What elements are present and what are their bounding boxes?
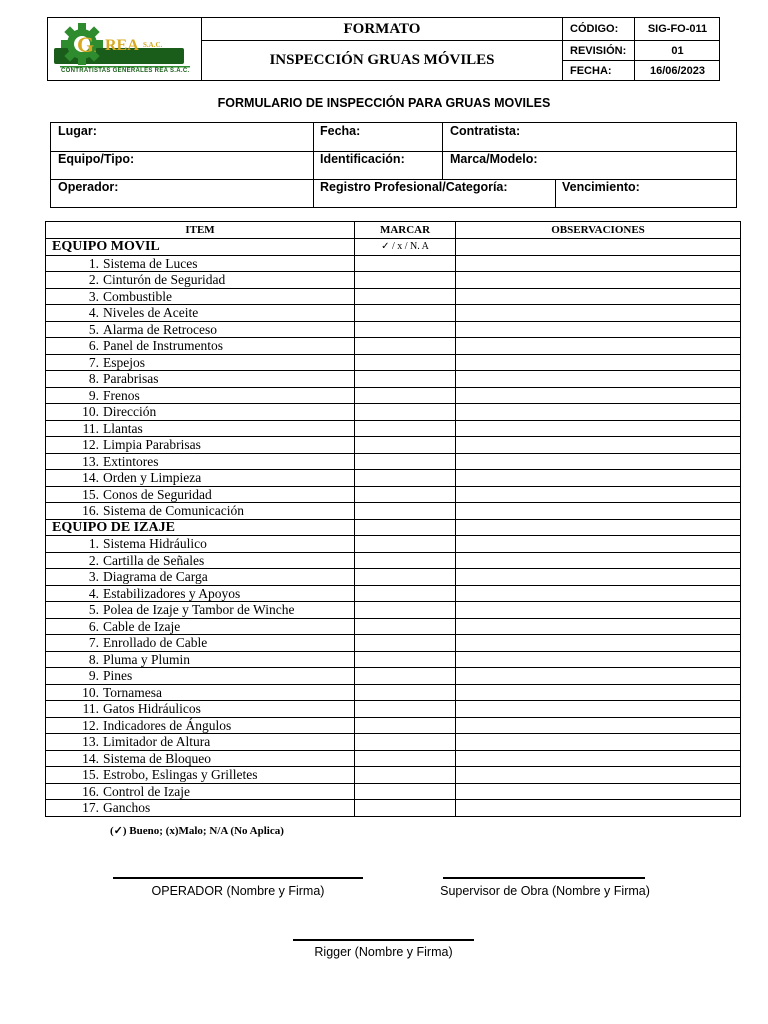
form-title: FORMULARIO DE INSPECCIÓN PARA GRUAS MOVILES bbox=[217, 96, 551, 110]
table-row bbox=[46, 272, 741, 289]
item-number: 15. bbox=[82, 486, 99, 502]
observation-cell[interactable] bbox=[456, 750, 741, 767]
observation-cell[interactable] bbox=[456, 734, 741, 751]
item-label: Diagrama de Carga bbox=[103, 569, 208, 585]
table-row bbox=[46, 552, 741, 569]
observation-cell[interactable] bbox=[456, 338, 741, 355]
table-row bbox=[46, 321, 741, 338]
observation-cell[interactable] bbox=[456, 668, 741, 685]
item-label: Estrobo, Eslingas y Grilletes bbox=[103, 767, 258, 783]
item-cell bbox=[46, 338, 355, 355]
mark-cell[interactable] bbox=[355, 635, 456, 652]
supervisor-signature-line[interactable] bbox=[443, 877, 645, 879]
item-number: 9. bbox=[88, 668, 99, 684]
table-row bbox=[46, 750, 741, 767]
item-number: 4. bbox=[88, 585, 99, 601]
observation-cell[interactable] bbox=[456, 503, 741, 520]
observation-cell[interactable] bbox=[456, 783, 741, 800]
mark-cell[interactable] bbox=[355, 618, 456, 635]
mark-legend: (✓) Bueno; (x)Malo; N/A (No Aplica) bbox=[110, 825, 284, 837]
observation-cell[interactable] bbox=[456, 305, 741, 322]
item-cell bbox=[46, 387, 355, 404]
item-cell bbox=[46, 404, 355, 421]
item-cell bbox=[46, 734, 355, 751]
observation-cell[interactable] bbox=[456, 486, 741, 503]
item-cell bbox=[46, 486, 355, 503]
item-number: 17. bbox=[82, 800, 99, 816]
fecha-label: FECHA: bbox=[570, 64, 612, 77]
fecha-field[interactable]: Fecha: bbox=[320, 124, 361, 138]
observation-cell[interactable] bbox=[456, 717, 741, 734]
operador-signature-label: OPERADOR (Nombre y Firma) bbox=[151, 884, 325, 898]
item-header: ITEM bbox=[46, 222, 355, 239]
document-header bbox=[47, 17, 720, 81]
mark-cell[interactable] bbox=[355, 371, 456, 388]
item-number: 14. bbox=[82, 750, 99, 766]
table-row bbox=[46, 783, 741, 800]
item-cell bbox=[46, 750, 355, 767]
item-number: 11. bbox=[82, 701, 99, 717]
item-cell bbox=[46, 288, 355, 305]
item-cell bbox=[46, 371, 355, 388]
table-row bbox=[46, 338, 741, 355]
item-label: Llantas bbox=[103, 420, 143, 436]
item-cell bbox=[46, 800, 355, 817]
table-row bbox=[46, 420, 741, 437]
item-cell bbox=[46, 668, 355, 685]
item-label: Cartilla de Señales bbox=[103, 552, 205, 568]
mark-cell[interactable] bbox=[355, 569, 456, 586]
observation-cell[interactable] bbox=[456, 354, 741, 371]
item-cell bbox=[46, 602, 355, 619]
table-row bbox=[46, 503, 741, 520]
item-number: 16. bbox=[82, 783, 99, 799]
mark-cell[interactable] bbox=[355, 585, 456, 602]
table-row bbox=[46, 734, 741, 751]
item-label: Espejos bbox=[103, 354, 145, 370]
table-row bbox=[46, 453, 741, 470]
observation-cell[interactable] bbox=[456, 618, 741, 635]
item-number: 1. bbox=[88, 536, 99, 552]
table-row bbox=[46, 717, 741, 734]
mark-legend-header: ✓ / x / N. A bbox=[381, 241, 429, 253]
table-row bbox=[46, 635, 741, 652]
item-cell bbox=[46, 536, 355, 553]
item-label: Panel de Instrumentos bbox=[103, 338, 223, 354]
observation-cell[interactable] bbox=[456, 585, 741, 602]
item-label: Alarma de Retroceso bbox=[103, 321, 217, 337]
supervisor-signature-label: Supervisor de Obra (Nombre y Firma) bbox=[440, 884, 650, 898]
item-label: Combustible bbox=[103, 288, 173, 304]
mark-cell[interactable] bbox=[355, 717, 456, 734]
svg-text:.: . bbox=[94, 44, 97, 54]
marca-field[interactable]: Marca/Modelo: bbox=[450, 152, 538, 166]
item-label: Sistema de Luces bbox=[103, 255, 198, 271]
mark-cell[interactable] bbox=[355, 536, 456, 553]
item-cell bbox=[46, 503, 355, 520]
doc-title: INSPECCIÓN GRUAS MÓVILES bbox=[269, 52, 495, 68]
mark-cell[interactable] bbox=[355, 239, 456, 256]
item-label: Frenos bbox=[103, 387, 140, 403]
observation-cell[interactable] bbox=[456, 767, 741, 784]
item-label: Tornamesa bbox=[103, 684, 163, 700]
observation-cell[interactable] bbox=[456, 255, 741, 272]
item-label: Indicadores de Ángulos bbox=[103, 717, 232, 733]
item-label: Cinturón de Seguridad bbox=[103, 272, 226, 288]
item-cell bbox=[46, 684, 355, 701]
table-body bbox=[46, 239, 741, 817]
lugar-field[interactable]: Lugar: bbox=[58, 124, 97, 138]
item-number: 5. bbox=[88, 321, 99, 337]
item-number: 7. bbox=[88, 354, 99, 370]
item-number: 1. bbox=[88, 255, 99, 271]
item-number: 11. bbox=[82, 420, 99, 436]
observation-cell[interactable] bbox=[456, 701, 741, 718]
item-number: 3. bbox=[88, 569, 99, 585]
observation-cell[interactable] bbox=[456, 321, 741, 338]
item-cell bbox=[46, 552, 355, 569]
table-row bbox=[46, 255, 741, 272]
table-row bbox=[46, 701, 741, 718]
item-label: Pines bbox=[103, 668, 133, 684]
company-suffix: S.A.C. bbox=[143, 41, 163, 49]
fecha-value: 16/06/2023 bbox=[649, 64, 706, 77]
item-label: Control de Izaje bbox=[103, 783, 190, 799]
item-cell bbox=[46, 470, 355, 487]
mark-cell[interactable] bbox=[355, 602, 456, 619]
company-name: REA bbox=[105, 37, 139, 54]
item-number: 2. bbox=[88, 272, 99, 288]
item-number: 13. bbox=[82, 734, 99, 750]
item-cell bbox=[46, 420, 355, 437]
info-box bbox=[50, 122, 737, 208]
item-number: 6. bbox=[88, 338, 99, 354]
item-number: 10. bbox=[82, 684, 99, 700]
table-row bbox=[46, 387, 741, 404]
rigger-signature-label: Rigger (Nombre y Firma) bbox=[314, 945, 453, 959]
mark-cell[interactable] bbox=[355, 305, 456, 322]
item-cell bbox=[46, 635, 355, 652]
operador-signature-line[interactable] bbox=[113, 877, 363, 879]
mark-cell[interactable] bbox=[355, 767, 456, 784]
item-cell bbox=[46, 569, 355, 586]
observation-cell[interactable] bbox=[456, 453, 741, 470]
item-cell bbox=[46, 585, 355, 602]
item-number: 15. bbox=[82, 767, 99, 783]
item-label: Extintores bbox=[103, 453, 159, 469]
item-label: Limitador de Altura bbox=[103, 734, 211, 750]
company-logo bbox=[48, 18, 202, 80]
item-label: Pluma y Plumin bbox=[103, 651, 191, 667]
equipo-field[interactable]: Equipo/Tipo: bbox=[58, 152, 135, 166]
mark-cell[interactable] bbox=[355, 519, 456, 536]
item-label: Gatos Hidráulicos bbox=[103, 701, 201, 717]
table-row bbox=[46, 800, 741, 817]
vencimiento-field[interactable]: Vencimiento: bbox=[562, 180, 640, 194]
mark-cell[interactable] bbox=[355, 453, 456, 470]
item-number: 2. bbox=[88, 552, 99, 568]
mark-cell[interactable] bbox=[355, 321, 456, 338]
item-cell bbox=[46, 272, 355, 289]
revision-label: REVISIÓN: bbox=[570, 44, 627, 57]
mark-cell[interactable] bbox=[355, 404, 456, 421]
codigo-value: SIG-FO-011 bbox=[647, 23, 708, 35]
table-row bbox=[46, 536, 741, 553]
observation-cell[interactable] bbox=[456, 288, 741, 305]
item-number: 6. bbox=[88, 618, 99, 634]
observation-cell[interactable] bbox=[456, 602, 741, 619]
item-cell bbox=[46, 651, 355, 668]
item-label: Conos de Seguridad bbox=[103, 486, 212, 502]
observation-cell[interactable] bbox=[456, 552, 741, 569]
table-row bbox=[46, 585, 741, 602]
codigo-label: CÓDIGO: bbox=[570, 23, 619, 35]
table-row bbox=[46, 684, 741, 701]
section-title: EQUIPO DE IZAJE bbox=[46, 519, 355, 536]
mark-cell[interactable] bbox=[355, 288, 456, 305]
section-row bbox=[46, 239, 741, 256]
item-label: Cable de Izaje bbox=[103, 618, 181, 634]
revision-value: 01 bbox=[671, 44, 684, 57]
item-label: Niveles de Aceite bbox=[103, 305, 199, 321]
item-label: Sistema Hidráulico bbox=[103, 536, 207, 552]
mark-cell[interactable] bbox=[355, 486, 456, 503]
observation-cell[interactable] bbox=[456, 387, 741, 404]
registro-field[interactable]: Registro Profesional/Categoría: bbox=[320, 180, 508, 194]
table-row bbox=[46, 404, 741, 421]
observation-cell[interactable] bbox=[456, 519, 741, 536]
item-cell bbox=[46, 437, 355, 454]
mark-cell[interactable] bbox=[355, 437, 456, 454]
item-cell bbox=[46, 618, 355, 635]
table-row bbox=[46, 602, 741, 619]
marcar-header: MARCAR bbox=[355, 222, 456, 239]
item-number: 5. bbox=[88, 602, 99, 618]
item-cell bbox=[46, 321, 355, 338]
mark-cell[interactable] bbox=[355, 552, 456, 569]
observation-cell[interactable] bbox=[456, 651, 741, 668]
item-number: 8. bbox=[88, 371, 99, 387]
item-label: Enrollado de Cable bbox=[103, 635, 208, 651]
item-cell bbox=[46, 305, 355, 322]
identificacion-field[interactable]: Identificación: bbox=[320, 152, 405, 166]
contratista-field[interactable]: Contratista: bbox=[450, 124, 521, 138]
inspection-table bbox=[45, 221, 741, 817]
item-cell bbox=[46, 701, 355, 718]
observation-cell[interactable] bbox=[456, 800, 741, 817]
observation-cell[interactable] bbox=[456, 272, 741, 289]
item-cell bbox=[46, 453, 355, 470]
mark-cell[interactable] bbox=[355, 651, 456, 668]
item-number: 9. bbox=[88, 387, 99, 403]
mark-cell[interactable] bbox=[355, 255, 456, 272]
section-row bbox=[46, 519, 741, 536]
table-header-row bbox=[46, 222, 741, 239]
table-row bbox=[46, 354, 741, 371]
table-row bbox=[46, 486, 741, 503]
item-number: 13. bbox=[82, 453, 99, 469]
mark-cell[interactable] bbox=[355, 354, 456, 371]
item-cell bbox=[46, 783, 355, 800]
table-row bbox=[46, 305, 741, 322]
mark-cell[interactable] bbox=[355, 783, 456, 800]
item-number: 12. bbox=[82, 717, 99, 733]
mark-cell[interactable] bbox=[355, 668, 456, 685]
item-label: Dirección bbox=[103, 404, 157, 420]
item-label: Sistema de Bloqueo bbox=[103, 750, 211, 766]
rigger-signature-line[interactable] bbox=[293, 939, 474, 941]
logo-caption: CONTRATISTAS GENERALES REA S.A.C. bbox=[61, 68, 190, 74]
item-number: 8. bbox=[88, 651, 99, 667]
mark-cell[interactable] bbox=[355, 800, 456, 817]
observation-cell[interactable] bbox=[456, 470, 741, 487]
mark-cell[interactable] bbox=[355, 387, 456, 404]
item-label: Polea de Izaje y Tambor de Winche bbox=[103, 602, 295, 618]
item-number: 3. bbox=[88, 288, 99, 304]
table-row bbox=[46, 618, 741, 635]
table-row bbox=[46, 371, 741, 388]
mark-cell[interactable] bbox=[355, 338, 456, 355]
observation-cell[interactable] bbox=[456, 635, 741, 652]
item-label: Orden y Limpieza bbox=[103, 470, 202, 486]
observation-cell[interactable] bbox=[456, 684, 741, 701]
item-cell bbox=[46, 255, 355, 272]
table-row bbox=[46, 437, 741, 454]
mark-cell[interactable] bbox=[355, 684, 456, 701]
mark-cell[interactable] bbox=[355, 470, 456, 487]
mark-cell[interactable] bbox=[355, 420, 456, 437]
item-cell bbox=[46, 767, 355, 784]
item-label: Sistema de Comunicación bbox=[103, 503, 244, 519]
observation-cell[interactable] bbox=[456, 569, 741, 586]
operador-field[interactable]: Operador: bbox=[58, 180, 119, 194]
item-label: Estabilizadores y Apoyos bbox=[103, 585, 241, 601]
mark-cell[interactable] bbox=[355, 734, 456, 751]
mark-cell[interactable] bbox=[355, 272, 456, 289]
item-number: 10. bbox=[82, 404, 99, 420]
table-row bbox=[46, 470, 741, 487]
observation-cell[interactable] bbox=[456, 437, 741, 454]
doc-type: FORMATO bbox=[343, 20, 421, 37]
item-label: Parabrisas bbox=[103, 371, 159, 387]
observation-cell[interactable] bbox=[456, 371, 741, 388]
item-number: 7. bbox=[88, 635, 99, 651]
section-title: EQUIPO MOVIL bbox=[46, 239, 355, 256]
table-row bbox=[46, 668, 741, 685]
table-row bbox=[46, 288, 741, 305]
table-row bbox=[46, 569, 741, 586]
observation-cell[interactable] bbox=[456, 536, 741, 553]
observation-cell[interactable] bbox=[456, 404, 741, 421]
svg-text:G: G bbox=[77, 32, 95, 57]
item-number: 14. bbox=[82, 470, 99, 486]
table-row bbox=[46, 651, 741, 668]
observaciones-header: OBSERVACIONES bbox=[456, 222, 741, 239]
table-row bbox=[46, 767, 741, 784]
item-label: Limpia Parabrisas bbox=[103, 437, 201, 453]
observation-cell[interactable] bbox=[456, 239, 741, 256]
mark-cell[interactable] bbox=[355, 701, 456, 718]
mark-cell[interactable] bbox=[355, 750, 456, 767]
item-number: 4. bbox=[88, 305, 99, 321]
item-number: 16. bbox=[82, 503, 99, 519]
mark-cell[interactable] bbox=[355, 503, 456, 520]
item-cell bbox=[46, 354, 355, 371]
item-label: Ganchos bbox=[103, 800, 151, 816]
item-cell bbox=[46, 717, 355, 734]
observation-cell[interactable] bbox=[456, 420, 741, 437]
item-number: 12. bbox=[82, 437, 99, 453]
